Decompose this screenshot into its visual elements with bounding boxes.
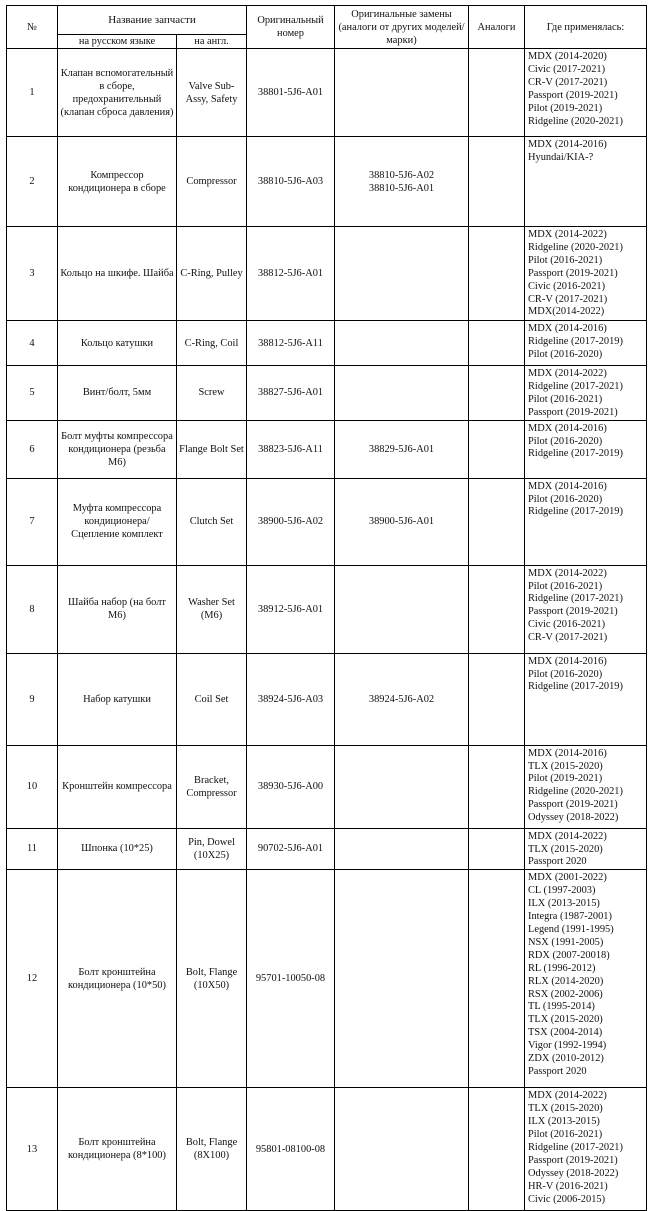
- applications-cell: [525, 478, 647, 565]
- orig-number: 38930-5J6-A00: [247, 745, 335, 828]
- part-name-en: Bolt, Flange (10X50): [177, 870, 247, 1088]
- application-entry: Passport (2019-2021): [528, 1154, 618, 1166]
- replacements-cell: [335, 870, 469, 1088]
- application-entry: TLX (2015-2020): [528, 843, 603, 855]
- replacement-number: 38900-5J6-A01: [368, 516, 435, 528]
- application-entry: Ridgeline (2017-2021): [528, 380, 623, 392]
- table-row: [7, 366, 647, 421]
- row-num: 2: [7, 137, 58, 227]
- row-num: 4: [7, 321, 58, 366]
- orig-number: 95801-08100-08: [247, 1088, 335, 1211]
- row-num: 9: [7, 653, 58, 745]
- analogs-cell: [469, 565, 525, 653]
- application-entry: RLX (2014-2020): [528, 975, 604, 987]
- part-name-ru: Компрессор кондиционера в сборе: [58, 137, 177, 227]
- replacements-cell: [335, 420, 469, 478]
- application-entry: Odyssey (2018-2022): [528, 812, 619, 824]
- application-entry: MDX (2001-2022): [528, 872, 607, 884]
- part-name-en: Screw: [177, 366, 247, 421]
- replacements-cell: [335, 653, 469, 745]
- application-entry: MDX (2014-2022): [528, 229, 607, 240]
- application-entry: RSX (2002-2006): [528, 988, 603, 1000]
- application-entry: Ridgeline (2017-2019): [528, 506, 623, 518]
- orig-number: 38801-5J6-A01: [247, 49, 335, 137]
- part-name-ru: Клапан вспомогательный в сборе, предохранительный (клапан сброса давления): [58, 49, 177, 137]
- analogs-cell: [469, 366, 525, 421]
- application-entry: Civic (2016-2021): [528, 280, 606, 292]
- applications-cell: [525, 137, 647, 227]
- application-entry: Pilot (2016-2021): [528, 254, 603, 266]
- orig-number: 38900-5J6-A02: [247, 478, 335, 565]
- application-entry: Passport 2020: [528, 856, 587, 868]
- application-entry: CR-V (2017-2021): [528, 632, 608, 644]
- application-entry: Odyssey (2018-2022): [528, 1167, 619, 1179]
- part-name-en: Coil Set: [177, 653, 247, 745]
- application-entry: CR-V (2017-2021): [528, 76, 608, 88]
- application-entry: MDX(2014-2022): [528, 306, 605, 318]
- application-entry: MDX (2014-2016): [528, 139, 607, 150]
- application-entry: Pilot (2016-2020): [528, 348, 603, 360]
- application-entry: TLX (2015-2020): [528, 1103, 603, 1115]
- row-num: 11: [7, 828, 58, 870]
- part-name-ru: Набор катушки: [58, 653, 177, 745]
- application-entry: NSX (1991-2005): [528, 936, 604, 948]
- header-ru: на русском языке: [58, 35, 177, 49]
- application-entry: Passport (2019-2021): [528, 799, 618, 811]
- application-entry: MDX (2014-2016): [528, 422, 607, 434]
- replacements-cell: [335, 321, 469, 366]
- application-entry: Pilot (2016-2020): [528, 493, 603, 505]
- parts-table: [6, 5, 647, 1211]
- application-entry: ZDX (2010-2012): [528, 1053, 604, 1065]
- replacement-number: 38810-5J6-A02: [368, 169, 435, 181]
- part-name-ru: Кольцо катушки: [58, 321, 177, 366]
- row-num: 13: [7, 1088, 58, 1211]
- application-entry: TLX (2015-2020): [528, 1014, 603, 1026]
- part-name-en: Washer Set (M6): [177, 565, 247, 653]
- application-entry: MDX (2014-2022): [528, 368, 607, 379]
- application-entry: CL (1997-2003): [528, 885, 596, 897]
- application-entry: Ridgeline (2017-2019): [528, 335, 623, 347]
- table-row: [7, 49, 647, 137]
- applications-cell: [525, 49, 647, 137]
- replacements-cell: [335, 49, 469, 137]
- part-name-en: Bolt, Flange (8X100): [177, 1088, 247, 1211]
- table-row: [7, 420, 647, 478]
- application-entry: RDX (2007-20018): [528, 949, 610, 961]
- application-entry: Integra (1987-2001): [528, 911, 612, 923]
- row-num: 5: [7, 366, 58, 421]
- part-name-ru: Кольцо на шкифе. Шайба: [58, 227, 177, 321]
- replacements-cell: [335, 1088, 469, 1211]
- part-name-ru: Кронштейн компрессора: [58, 745, 177, 828]
- part-name-en: Valve Sub-Assy, Safety: [177, 49, 247, 137]
- table-row: [7, 828, 647, 870]
- application-entry: Passport 2020: [528, 1065, 587, 1077]
- application-entry: ILX (2013-2015): [528, 898, 600, 910]
- application-entry: CR-V (2017-2021): [528, 293, 608, 305]
- application-entry: Vigor (1992-1994): [528, 1040, 607, 1052]
- application-entry: Pilot (2016-2021): [528, 580, 603, 592]
- application-entry: TSX (2004-2014): [528, 1027, 603, 1039]
- analogs-cell: [469, 478, 525, 565]
- replacements-cell: [335, 565, 469, 653]
- replacements-cell: [335, 828, 469, 870]
- application-entry: ILX (2013-2015): [528, 1116, 600, 1128]
- applications-cell: [525, 366, 647, 421]
- applications-cell: [525, 565, 647, 653]
- table-body: [7, 49, 647, 1211]
- application-entry: MDX (2014-2016): [528, 655, 607, 667]
- application-entry: Ridgeline (2017-2021): [528, 1141, 623, 1153]
- replacements-cell: [335, 745, 469, 828]
- table-row: [7, 745, 647, 828]
- analogs-cell: [469, 420, 525, 478]
- application-entry: Hyundai/KIA-?: [528, 151, 594, 163]
- part-name-ru: Шпонка (10*25): [58, 828, 177, 870]
- applications-cell: [525, 745, 647, 828]
- header-analogs: Аналоги: [469, 6, 525, 49]
- application-entry: MDX (2014-2016): [528, 323, 607, 334]
- table-row: [7, 137, 647, 227]
- analogs-cell: [469, 828, 525, 870]
- applications-cell: [525, 653, 647, 745]
- application-entry: Legend (1991-1995): [528, 923, 614, 935]
- applications-cell: [525, 828, 647, 870]
- application-entry: Passport (2019-2021): [528, 89, 618, 101]
- application-entry: MDX (2014-2022): [528, 830, 607, 842]
- row-num: 8: [7, 565, 58, 653]
- part-name-en: Flange Bolt Set: [177, 420, 247, 478]
- replacements-cell: [335, 137, 469, 227]
- part-name-en: C-Ring, Pulley: [177, 227, 247, 321]
- part-name-en: Bracket, Compressor: [177, 745, 247, 828]
- application-entry: Pilot (2016-2020): [528, 668, 603, 680]
- application-entry: Pilot (2019-2021): [528, 102, 603, 114]
- replacements-cell: [335, 478, 469, 565]
- analogs-cell: [469, 49, 525, 137]
- table-row: [7, 870, 647, 1088]
- orig-number: 95701-10050-08: [247, 870, 335, 1088]
- part-name-ru: Муфта компрессора кондиционера/ Сцепление комплект: [58, 478, 177, 565]
- orig-number: 38912-5J6-A01: [247, 565, 335, 653]
- application-entry: Ridgeline (2017-2021): [528, 593, 623, 605]
- applications-cell: [525, 321, 647, 366]
- orig-number: 38812-5J6-A01: [247, 227, 335, 321]
- part-name-en: Clutch Set: [177, 478, 247, 565]
- application-entry: HR-V (2016-2021): [528, 1180, 608, 1192]
- orig-number: 38827-5J6-A01: [247, 366, 335, 421]
- header-part-name: Название запчасти: [58, 6, 247, 35]
- orig-number: 38810-5J6-A03: [247, 137, 335, 227]
- application-entry: Civic (2016-2021): [528, 619, 606, 631]
- application-entry: Passport (2019-2021): [528, 406, 618, 418]
- application-entry: MDX (2014-2022): [528, 1090, 607, 1102]
- analogs-cell: [469, 227, 525, 321]
- replacement-number: 38829-5J6-A01: [368, 443, 435, 455]
- analogs-cell: [469, 745, 525, 828]
- replacement-number: 38924-5J6-A02: [368, 693, 435, 705]
- analogs-cell: [469, 137, 525, 227]
- header-replacements: Оригинальные замены (аналоги от других моделей/марки): [335, 6, 469, 49]
- part-name-ru: Винт/болт, 5мм: [58, 366, 177, 421]
- header-applications: Где применялась:: [525, 6, 647, 49]
- row-num: 7: [7, 478, 58, 565]
- part-name-en: Pin, Dowel (10X25): [177, 828, 247, 870]
- table-row: [7, 227, 647, 321]
- application-entry: Ridgeline (2020-2021): [528, 786, 623, 798]
- header-num: №: [7, 6, 58, 49]
- application-entry: Pilot (2019-2021): [528, 773, 603, 785]
- applications-cell: [525, 1088, 647, 1211]
- application-entry: Pilot (2016-2021): [528, 1129, 603, 1141]
- application-entry: Passport (2019-2021): [528, 267, 618, 279]
- table-row: [7, 321, 647, 366]
- part-name-en: C-Ring, Coil: [177, 321, 247, 366]
- application-entry: Passport (2019-2021): [528, 606, 618, 618]
- application-entry: TLX (2015-2020): [528, 760, 603, 772]
- replacement-number: 38810-5J6-A01: [368, 182, 435, 194]
- analogs-cell: [469, 870, 525, 1088]
- application-entry: Ridgeline (2020-2021): [528, 241, 623, 253]
- application-entry: TL (1995-2014): [528, 1001, 595, 1013]
- part-name-ru: Болт кронштейна кондиционера (10*50): [58, 870, 177, 1088]
- application-entry: Pilot (2016-2020): [528, 435, 603, 447]
- orig-number: 90702-5J6-A01: [247, 828, 335, 870]
- orig-number: 38823-5J6-A11: [247, 420, 335, 478]
- header-en: на англ.: [177, 35, 247, 49]
- application-entry: Ridgeline (2017-2019): [528, 448, 623, 460]
- application-entry: Civic (2006-2015): [528, 1193, 606, 1205]
- orig-number: 38812-5J6-A11: [247, 321, 335, 366]
- part-name-ru: Шайба набор (на болт М6): [58, 565, 177, 653]
- applications-cell: [525, 420, 647, 478]
- application-entry: MDX (2014-2016): [528, 747, 607, 759]
- table-row: [7, 653, 647, 745]
- application-entry: MDX (2014-2016): [528, 480, 607, 492]
- part-name-en: Compressor: [177, 137, 247, 227]
- replacements-cell: [335, 227, 469, 321]
- orig-number: 38924-5J6-A03: [247, 653, 335, 745]
- application-entry: Civic (2017-2021): [528, 63, 606, 75]
- application-entry: RL (1996-2012): [528, 962, 596, 974]
- table-row: [7, 1088, 647, 1211]
- application-entry: Ridgeline (2020-2021): [528, 115, 623, 127]
- analogs-cell: [469, 321, 525, 366]
- replacements-cell: [335, 366, 469, 421]
- application-entry: Ridgeline (2017-2019): [528, 681, 623, 693]
- table-header: [7, 6, 647, 49]
- analogs-cell: [469, 653, 525, 745]
- row-num: 6: [7, 420, 58, 478]
- analogs-cell: [469, 1088, 525, 1211]
- application-entry: MDX (2014-2022): [528, 567, 607, 579]
- row-num: 3: [7, 227, 58, 321]
- table-row: [7, 478, 647, 565]
- part-name-ru: Болт муфты компрессора кондиционера (резьба М6): [58, 420, 177, 478]
- header-orig-number: Оригинальный номер: [247, 6, 335, 49]
- applications-cell: [525, 870, 647, 1088]
- application-entry: MDX (2014-2020): [528, 51, 607, 62]
- row-num: 10: [7, 745, 58, 828]
- row-num: 12: [7, 870, 58, 1088]
- part-name-ru: Болт кронштейна кондиционера (8*100): [58, 1088, 177, 1211]
- table-row: [7, 565, 647, 653]
- application-entry: Pilot (2016-2021): [528, 393, 603, 405]
- row-num: 1: [7, 49, 58, 137]
- applications-cell: [525, 227, 647, 321]
